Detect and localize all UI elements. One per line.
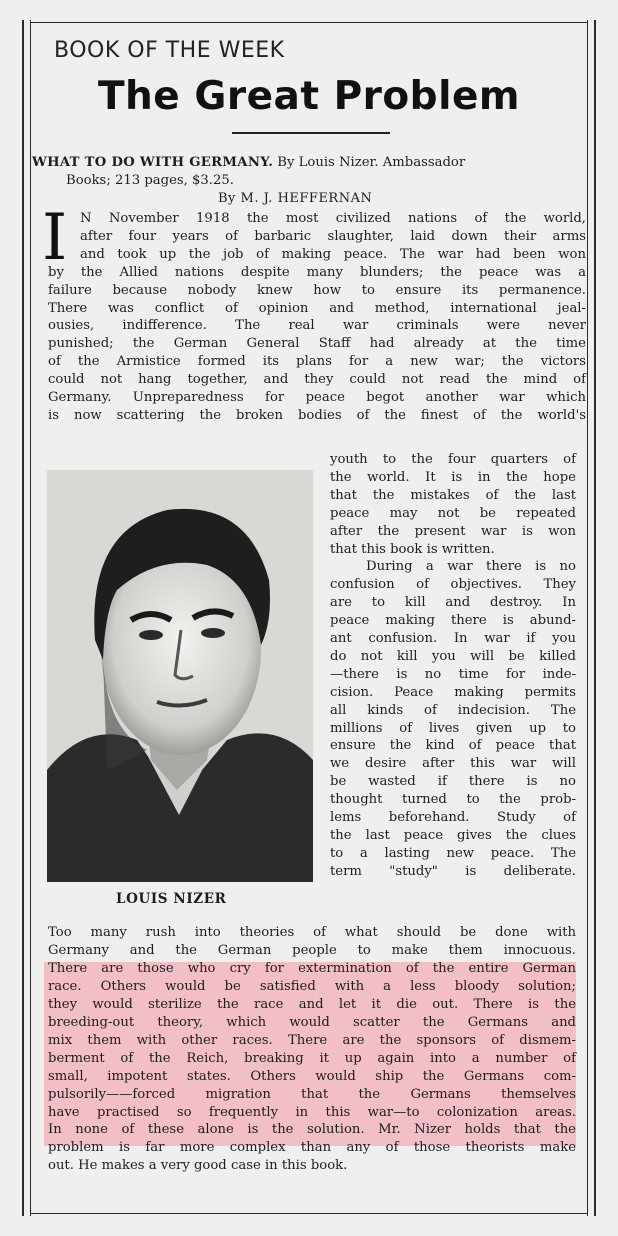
text-line: out. He makes a very good case in this book.	[48, 1158, 348, 1174]
text-line: that the mistakes of the last	[330, 487, 576, 503]
text-line: youth to the four quarters of	[330, 452, 576, 467]
text-line: after the present war is won	[330, 523, 576, 539]
text-line: of the Armistice formed its plans for a new war; the victors	[48, 354, 586, 370]
book-info-line1	[32, 154, 588, 172]
text-line: do not kill you will be killed	[330, 648, 576, 664]
text-line: and took up the job of making peace. The war had been won	[80, 246, 586, 262]
text-line: to a lasting new peace. The	[330, 845, 576, 861]
text-line: term "study" is deliberate.	[330, 863, 576, 879]
headline-rule	[232, 132, 390, 134]
book-title: WHAT TO DO WITH GERMANY.	[32, 155, 274, 170]
text-line: Too many rush into theories of what should be done with	[48, 925, 576, 940]
text-line: cision. Peace making permits	[330, 684, 576, 700]
text-line: —there is no time for inde-	[330, 666, 576, 682]
bottom-border	[30, 1213, 588, 1214]
text-line: mix them with other races. There are the sponsors of dismem-	[48, 1032, 576, 1048]
text-line: be wasted if there is no	[330, 774, 576, 790]
text-line: pulsorily——forced migration that the Germans themselves	[48, 1086, 576, 1102]
left-border-outer	[22, 20, 24, 1216]
text-line: Germany and the German people to make them innocuous.	[48, 942, 576, 958]
right-border-inner	[587, 20, 588, 1216]
book-info-line2: Books; 213 pages, $3.25.	[66, 173, 234, 188]
text-line: During a war there is no	[366, 559, 576, 575]
text-line: ensure the kind of peace that	[330, 738, 576, 754]
kicker: BOOK OF THE WEEK	[54, 38, 285, 63]
text-line: berment of the Reich, breaking it up again into a number of	[48, 1050, 576, 1066]
text-line: confusion of objectives. They	[330, 577, 576, 593]
text-line: lems beforehand. Study of	[330, 810, 576, 825]
text-line: There are those who cry for extermination of the entire German	[48, 960, 576, 976]
text-line: failure because nobody knew how to ensure its permanence.	[48, 282, 586, 298]
text-line: have practised so frequently in this war—to colonization areas.	[48, 1104, 576, 1120]
text-line: There was conflict of opinion and method, international jeal-	[48, 300, 586, 316]
text-line: In none of these alone is the solution. Mr. Nizer holds that the	[48, 1122, 576, 1138]
text-line: thought turned to the prob-	[330, 792, 576, 808]
text-line: breeding-out theory, which would scatter the Germans and	[48, 1014, 576, 1030]
text-line: by the Allied nations despite many blunders; the peace was a	[48, 264, 586, 280]
drop-cap: I	[42, 201, 68, 275]
text-line: that this book is written.	[330, 541, 495, 557]
text-line: N November 1918 the most civilized nations of the world,	[80, 211, 586, 226]
text-line: we desire after this war will	[330, 756, 576, 772]
byline: By M. J. HEFFERNAN	[218, 191, 373, 206]
text-line: small, impotent states. Others would ship the Germans com-	[48, 1068, 576, 1084]
book-author-publisher: By Louis Nizer. Ambassador	[273, 155, 466, 170]
text-line: the last peace gives the clues	[330, 827, 576, 843]
text-line: problem is far more complex than any of those theorists make	[48, 1140, 576, 1156]
text-line: peace making there is abund-	[330, 613, 576, 629]
text-line: millions of lives given up to	[330, 720, 576, 736]
left-border-inner	[30, 20, 31, 1216]
text-line: ousies, indifference. The real war criminals were never	[48, 318, 586, 334]
headline: The Great Problem	[97, 74, 521, 119]
text-line: peace may not be repeated	[330, 505, 576, 521]
text-line: are to kill and destroy. In	[330, 595, 576, 611]
author-photo	[47, 470, 313, 882]
text-line: they would sterilize the race and let it die out. There is the	[48, 996, 576, 1012]
text-line: ant confusion. In war if you	[330, 631, 576, 646]
text-line: Germany. Unpreparedness for peace begot another war which	[48, 390, 586, 405]
text-line: after four years of barbaric slaughter, laid down their arms	[80, 228, 586, 244]
top-border	[30, 22, 588, 23]
text-line: is now scattering the broken bodies of the finest of the world's	[48, 407, 586, 423]
text-line: could not hang together, and they could not read the mind of	[48, 372, 586, 388]
photo-caption: LOUIS NIZER	[116, 891, 227, 907]
text-line: the world. It is in the hope	[330, 469, 576, 485]
text-line: punished; the German General Staff had already at the time	[48, 336, 586, 352]
text-line: all kinds of indecision. The	[330, 702, 576, 718]
author-portrait-illustration	[47, 470, 313, 882]
right-border-outer	[594, 20, 596, 1216]
text-line: race. Others would be satisfied with a less bloody solution;	[48, 978, 576, 994]
